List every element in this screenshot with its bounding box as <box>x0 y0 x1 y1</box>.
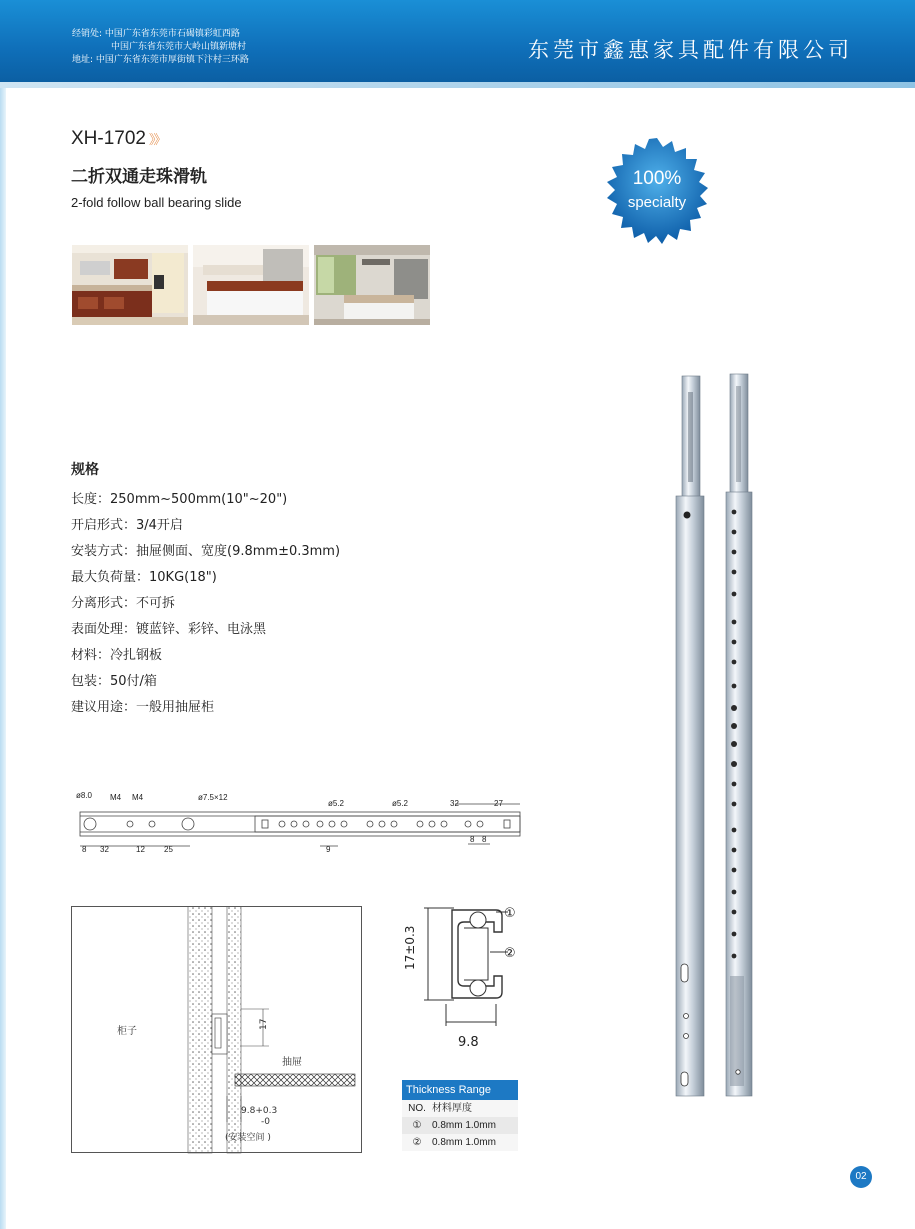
spec-packing: 包装：50付/箱 <box>71 674 157 689</box>
spec-material: 材料：冷扎钢板 <box>71 648 163 663</box>
page-edge <box>0 88 6 1229</box>
marker-2: ② <box>504 946 516 961</box>
dim-label-top-0: ø8.0 <box>76 791 93 800</box>
slide-dimension-drawing <box>70 788 530 858</box>
section-width-label: 9.8 <box>458 1035 479 1050</box>
height-label: 17 <box>259 1018 269 1030</box>
dim-label-bottom-1: 32 <box>100 845 109 854</box>
header-bar <box>0 0 915 82</box>
header-stripe <box>0 82 915 88</box>
row-no: ② <box>412 1137 422 1148</box>
spec-mounting: 安装方式：抽屉侧面、宽度(9.8mm±0.3mm) <box>71 544 341 559</box>
specialty-badge-icon <box>604 138 710 244</box>
dim-label-bottom-6: 8 <box>482 835 487 844</box>
thickness-table <box>402 1080 518 1151</box>
dim-label-top-1: M4 <box>110 793 122 802</box>
table-row <box>402 1117 518 1134</box>
drawer-label: 抽屉 <box>282 1057 302 1068</box>
badge-line-1: 100% <box>632 168 682 189</box>
distributor-line-1: 经销处: 中国广东省东莞市石碣镇彩虹西路 <box>72 29 240 39</box>
model-text: XH-1702 <box>71 128 146 149</box>
dim-label-top-2: M4 <box>132 793 144 802</box>
spec-usage: 建议用途：一般用抽屉柜 <box>71 700 215 715</box>
gap-minus: -0 <box>261 1117 270 1127</box>
dim-label-top-3: ø7.5×12 <box>198 793 228 802</box>
thickness-header-row <box>402 1100 518 1117</box>
dim-label-top-5: ø5.2 <box>392 799 409 808</box>
page-number: 02 <box>850 1166 872 1188</box>
spec-heading: 规格 <box>71 462 99 478</box>
table-row <box>402 1134 518 1151</box>
cabinet-label: 柜子 <box>117 1026 137 1037</box>
install-space-label: (安装空间 ) <box>225 1133 271 1143</box>
dim-label-top-7: 27 <box>494 799 503 808</box>
dim-label-bottom-4: 9 <box>326 845 331 854</box>
dim-label-bottom-3: 25 <box>164 845 173 854</box>
distributor-line-2: 中国广东省东莞市大岭山镇新塘村 <box>111 42 247 52</box>
dim-label-bottom-0: 8 <box>82 845 87 854</box>
kitchen-photo-3 <box>314 245 430 325</box>
product-model <box>71 128 165 150</box>
gap-value: 9.8+0.3 <box>241 1106 278 1116</box>
row-value: 0.8mm 1.0mm <box>432 1120 496 1131</box>
row-no: ① <box>412 1120 422 1131</box>
spec-load: 最大负荷量：10KG(18") <box>71 570 217 585</box>
section-height-label: 17±0.3 <box>403 925 417 970</box>
thickness-title: Thickness Range <box>402 1080 518 1100</box>
dim-label-bottom-5: 8 <box>470 835 475 844</box>
badge-line-2: specialty <box>627 194 687 211</box>
product-name-en: 2-fold follow ball bearing slide <box>71 195 242 210</box>
address-line: 地址: 中国广东省东莞市厚街镇下汴村三环路 <box>72 55 249 65</box>
company-name: 东莞市鑫惠家具配件有限公司 <box>528 38 853 62</box>
chevron-icon: 》》 <box>149 132 165 147</box>
kitchen-photo-1 <box>72 245 188 325</box>
marker-1: ① <box>504 906 516 921</box>
installation-diagram <box>71 906 363 1154</box>
slide-product-image <box>668 372 758 1102</box>
spec-length: 长度：250mm~500mm(10"~20") <box>71 492 288 507</box>
thickness-header-no: NO. <box>408 1103 426 1114</box>
thickness-header-col: 材料厚度 <box>432 1103 472 1114</box>
row-value: 0.8mm 1.0mm <box>432 1137 496 1148</box>
product-name-cn: 二折双通走珠滑轨 <box>71 167 207 187</box>
dim-label-bottom-2: 12 <box>136 845 145 854</box>
dim-label-top-6: 32 <box>450 799 459 808</box>
kitchen-photo-2 <box>193 245 309 325</box>
spec-opening: 开启形式：3/4开启 <box>71 518 183 533</box>
spec-separation: 分离形式：不可拆 <box>71 596 176 611</box>
spec-finish: 表面处理：镀蓝锌、彩锌、电泳黑 <box>71 622 267 637</box>
dim-label-top-4: ø5.2 <box>328 799 345 808</box>
cross-section-diagram <box>398 898 526 1056</box>
